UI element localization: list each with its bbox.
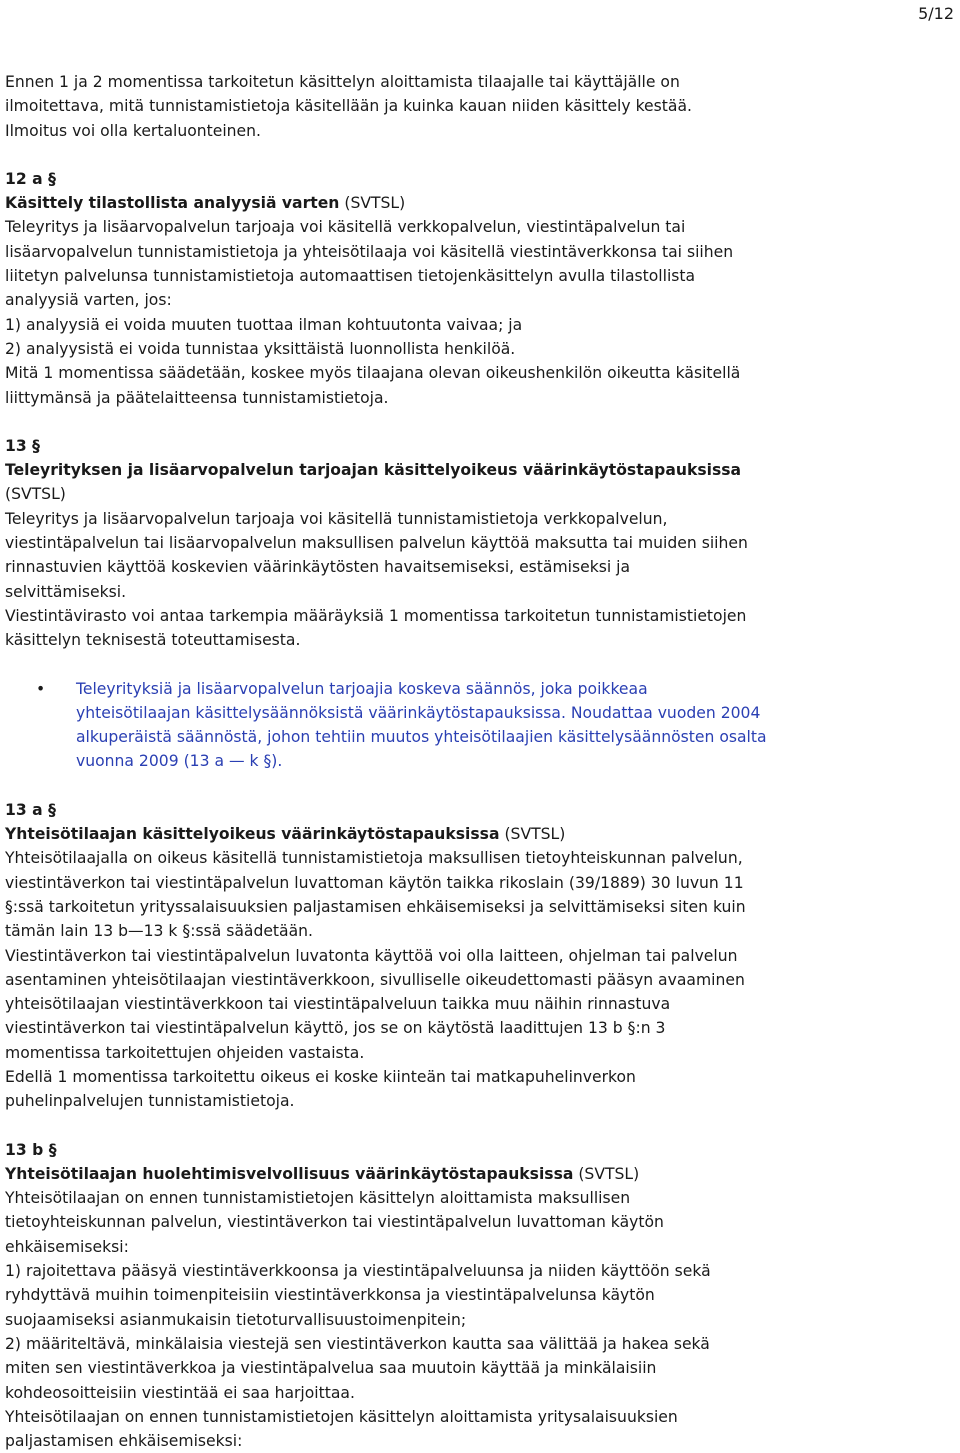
section-number: 13 a § (5, 800, 56, 819)
text-line: Yhteisötilaajan on ennen tunnistamistietojen käsittelyn aloittamista maksullisen (5, 1189, 631, 1208)
text-line: momentissa tarkoitettujen ohjeiden vastaista. (5, 1043, 365, 1062)
section-title: Yhteisötilaajan käsittelyoikeus väärinkäytöstapauksissa (5, 825, 500, 844)
text-line: suojaamiseksi asianmukaisin tietoturvallisuustoimenpitein; (5, 1310, 467, 1329)
section-source: (SVTSL) (499, 825, 566, 844)
note-line: yhteisötilaajan käsittelysäännöksistä väärinkäytöstapauksissa. Noudattaa vuoden 2004 (76, 703, 761, 722)
note-list (5, 677, 955, 774)
note-line: alkuperäistä säännöstä, johon tehtiin muutos yhteisötilaajien käsittelysäännösten osalta (76, 728, 767, 747)
text-line: käsittelyn teknisestä toteuttamisesta. (5, 631, 301, 650)
section-title: Käsittely tilastollista analyysiä varten (5, 194, 340, 213)
section-source: (SVTSL) (573, 1164, 640, 1183)
text-line: Teleyritys ja lisäarvopalvelun tarjoaja voi käsitellä verkkopalvelun, viestintäpalvelun tai (5, 218, 686, 237)
text-line: liitetyn palvelunsa tunnistamistietoja automaattisen tietojenkäsittelyn avulla tilastollista (5, 267, 696, 286)
text-line: selvittämiseksi. (5, 582, 127, 601)
text-line: 2) määriteltävä, minkälaisia viestejä sen viestintäverkon kautta saa välittää ja hakea sekä (5, 1334, 710, 1353)
text-line: 1) rajoitettava pääsyä viestintäverkkoonsa ja viestintäpalveluunsa ja niiden käyttöön sekä (5, 1262, 711, 1281)
text-line: rinnastuvien käyttöä koskevien väärinkäytösten havaitsemiseksi, estämiseksi ja (5, 558, 631, 577)
text-line: tämän lain 13 b—13 k §:ssä säädetään. (5, 922, 313, 941)
text-line: kohdeosoitteisiin viestintää ei saa harjoittaa. (5, 1383, 355, 1402)
text-line: yhteisötilaajan viestintäverkkoon tai viestintäpalveluun taikka muu näihin rinnastuva (5, 995, 671, 1014)
section-13 (5, 434, 955, 653)
intro-paragraph (5, 70, 955, 143)
text-line: Ennen 1 ja 2 momentissa tarkoitetun käsittelyn aloittamista tilaajalle tai käyttäjälle on (5, 73, 680, 91)
section-heading (5, 822, 955, 846)
text-line: liittymänsä ja päätelaitteensa tunnistamistietoja. (5, 388, 389, 407)
text-line: analyysiä varten, jos: (5, 291, 172, 310)
text-line: viestintäverkon tai viestintäpalvelun luvattoman käytön taikka rikoslain (39/1889) 30 luvun 11 (5, 873, 744, 892)
note-item (5, 677, 955, 774)
text-line: 1) analyysiä ei voida muuten tuottaa ilman kohtuutonta vaivaa; ja (5, 315, 523, 334)
section-number: 13 b § (5, 1140, 57, 1159)
text-line: Yhteisötilaajan on ennen tunnistamistietojen käsittelyn aloittamista yritysalaisuuksien (5, 1407, 678, 1426)
section-source: (SVTSL) (339, 194, 406, 213)
document-body (5, 70, 955, 1453)
section-12a (5, 167, 955, 410)
text-line: viestintäverkon tai viestintäpalvelun käyttö, jos se on käytöstä laadittujen 13 b §:n 3 (5, 1019, 666, 1038)
section-13a (5, 798, 955, 1114)
note-line: vuonna 2009 (13 a — k §). (76, 752, 283, 771)
text-line: viestintäpalvelun tai lisäarvopalvelun maksullisen palvelun käyttöä maksutta tai muiden siihen (5, 534, 748, 553)
text-line: Ilmoitus voi olla kertaluonteinen. (5, 121, 261, 140)
text-line: Viestintävirasto voi antaa tarkempia määräyksiä 1 momentissa tarkoitetun tunnistamistietojen (5, 606, 747, 625)
section-source: (SVTSL) (5, 485, 66, 504)
text-line: ilmoitettava, mitä tunnistamistietoja käsitellään ja kuinka kauan niiden käsittely kestää. (5, 97, 692, 116)
note-line: Teleyrityksiä ja lisäarvopalvelun tarjoajia koskeva säännös, joka poikkeaa (76, 679, 648, 698)
text-line: Teleyritys ja lisäarvopalvelun tarjoaja voi käsitellä tunnistamistietoja verkkopalvelun, (5, 509, 668, 528)
text-line: puhelinpalvelujen tunnistamistietoja. (5, 1092, 295, 1111)
section-13b (5, 1138, 955, 1453)
text-line: Viestintäverkon tai viestintäpalvelun luvatonta käyttöä voi olla laitteen, ohjelman tai palvelun (5, 946, 738, 965)
text-line: paljastamisen ehkäisemiseksi: (5, 1432, 243, 1451)
text-line: §:ssä tarkoitetun yrityssalaisuuksien paljastamisen ehkäisemiseksi ja selvittämiseksi siten kuin (5, 897, 746, 916)
bullet-icon: • (36, 679, 46, 698)
text-line: ryhdyttävä muihin toimenpiteisiin viestintäverkkonsa ja viestintäpalvelunsa käytön (5, 1286, 655, 1305)
section-heading (5, 191, 955, 215)
text-line: Mitä 1 momentissa säädetään, koskee myös tilaajana olevan oikeushenkilön oikeutta käsitellä (5, 364, 741, 383)
section-title: Teleyrityksen ja lisäarvopalvelun tarjoajan käsittelyoikeus väärinkäytöstapauksissa (5, 461, 742, 480)
section-number: 12 a § (5, 169, 56, 188)
section-heading (5, 1162, 955, 1186)
text-line: Yhteisötilaajalla on oikeus käsitellä tunnistamistietoja maksullisen tietoyhteiskunnan palvelun, (5, 849, 743, 868)
text-line: 2) analyysistä ei voida tunnistaa yksittäistä luonnollista henkilöä. (5, 339, 516, 358)
text-line: ehkäisemiseksi: (5, 1237, 129, 1256)
section-title: Yhteisötilaajan huolehtimisvelvollisuus väärinkäytöstapauksissa (5, 1164, 574, 1183)
text-line: miten sen viestintäverkkoa ja viestintäpalvelua saa muutoin käyttää ja minkälaisiin (5, 1359, 657, 1378)
text-line: tietoyhteiskunnan palvelun, viestintäverkon tai viestintäpalvelun luvattoman käytön (5, 1213, 664, 1232)
text-line: asentaminen yhteisötilaajan viestintäverkkoon, sivulliselle oikeudettomasti pääsyn avaaminen (5, 970, 745, 989)
page-number: 5/12 (918, 4, 954, 23)
text-line: Edellä 1 momentissa tarkoitettu oikeus ei koske kiinteän tai matkapuhelinverkon (5, 1067, 636, 1086)
section-number: 13 § (5, 436, 40, 455)
text-line: lisäarvopalvelun tunnistamistietoja ja yhteisötilaaja voi käsitellä viestintäverkkonsa tai siihen (5, 242, 734, 261)
